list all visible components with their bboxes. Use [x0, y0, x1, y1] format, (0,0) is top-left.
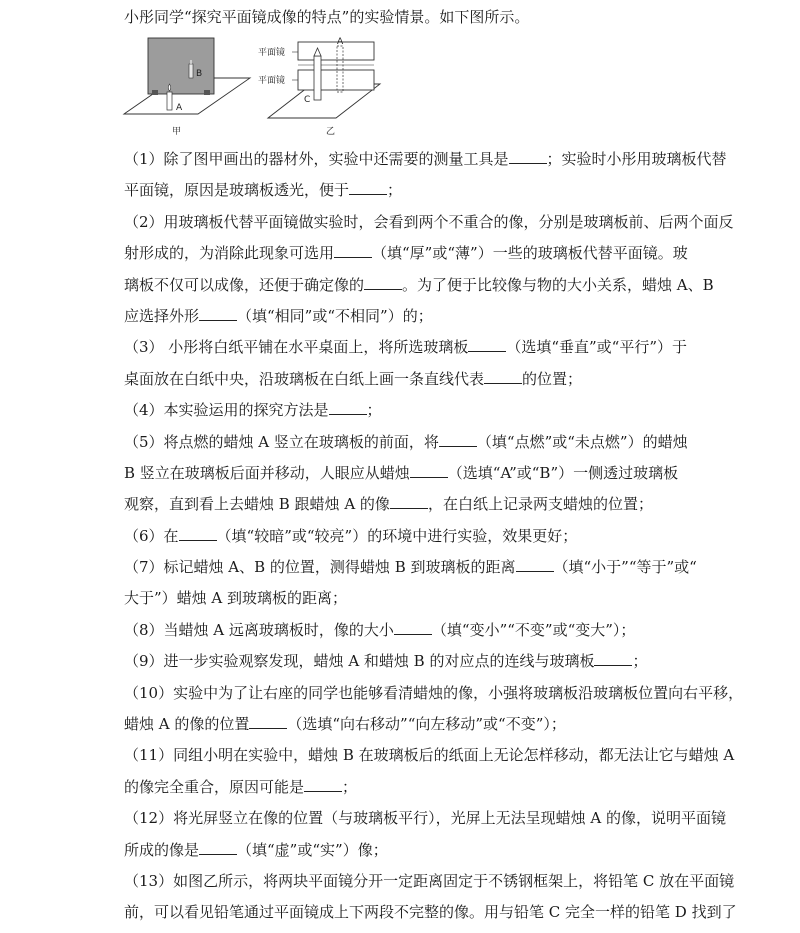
text-line: 前，可以看见铅笔通过平面镜成上下两段不完整的像。用与铅笔 C 完全一样的铅笔 D 找到了 — [124, 903, 737, 922]
text-line: 的像完全重合，原因可能是 ； — [124, 777, 358, 796]
caption-jia: 甲 — [172, 127, 182, 137]
mirror-top — [298, 42, 374, 60]
answer-blank[interactable] — [509, 148, 547, 164]
text-line: 蜡烛 A 的像的位置 （选填“向右移动”“向左移动”或“不变”）； — [124, 715, 566, 734]
text-line: （2）用玻璃板代替平面镜做实验时，会看到两个不重合的像，分别是玻璃板前、后两个面反 — [124, 212, 734, 231]
flame-a — [168, 84, 171, 91]
text-line: 观察，直到看上去蜡烛 B 跟蜡烛 A 的像 ，在白纸上记录两支蜡烛的位置； — [124, 495, 653, 514]
text-line: （6）在 （填“较暗”或“较亮”）的环境中进行实验，效果更好； — [124, 526, 578, 545]
answer-blank[interactable] — [199, 305, 237, 321]
caption-yi: 乙 — [326, 127, 336, 137]
label-a: A — [176, 103, 183, 113]
text-line: 应选择外形 （填“相同”或“不相同”）的； — [124, 306, 433, 325]
answer-blank[interactable] — [439, 431, 477, 447]
text-line: 大于”）蜡烛 A 到玻璃板的距离； — [124, 589, 348, 608]
answer-blank[interactable] — [390, 493, 428, 509]
figure-yi — [258, 37, 380, 137]
text-line: （10）实验中为了让右座的同学也能够看清蜡烛的像，小强将玻璃板沿玻璃板位置向右平移， — [124, 683, 744, 702]
answer-blank[interactable] — [179, 525, 217, 541]
candle-b — [189, 64, 193, 78]
answer-blank[interactable] — [349, 179, 387, 195]
text-line: （7）标记蜡烛 A、B 的位置，测得蜡烛 B 到玻璃板的距离 （填“小于”“等于”或“ — [124, 558, 697, 577]
answer-blank[interactable] — [468, 336, 506, 352]
text-line: （11）同组小明在实验中，蜡烛 B 在玻璃板后的纸面上无论怎样移动，都无法让它与蜡烛 A — [124, 746, 735, 765]
answer-blank[interactable] — [516, 556, 554, 572]
answer-blank[interactable] — [410, 462, 448, 478]
answer-blank[interactable] — [329, 399, 367, 415]
mirror-bottom-label: 平面镜 — [258, 76, 286, 86]
mirror-top-label: 平面镜 — [258, 48, 286, 58]
label-c: C — [304, 95, 311, 105]
text-line: B 竖立在玻璃板后面并移动，人眼应从蜡烛 （选填“A”或“B”）一侧透过玻璃板 — [124, 463, 679, 482]
questions-body — [124, 144, 744, 929]
text-line: （3） 小彤将白纸平铺在水平桌面上，将所选玻璃板 （选填“垂直”或“平行”）于 — [124, 338, 688, 357]
figure-jia — [124, 38, 250, 137]
text-line: （12）将光屏竖立在像的位置（与玻璃板平行），光屏上无法呈现蜡烛 A 的像，说明平面镜 — [124, 809, 726, 828]
text-line: 桌面放在白纸中央，沿玻璃板在白纸上画一条直线代表 的位置； — [124, 369, 583, 388]
answer-blank[interactable] — [364, 274, 402, 290]
plate-holder-right — [204, 90, 210, 95]
intro-text: 小彤同学“探究平面镜成像的特点”的实验情景。如下图所示。 — [124, 8, 530, 26]
pencil-c — [314, 56, 321, 100]
text-line: （9）进一步实验观察发现，蜡烛 A 和蜡烛 B 的对应点的连线与玻璃板 ； — [124, 652, 648, 671]
text-line: （5）将点燃的蜡烛 A 竖立在玻璃板的前面，将 （填“点燃”或“未点燃”）的蜡烛 — [124, 432, 688, 451]
text-line: 所成的像是 （填“虚”或“实”）像； — [124, 840, 388, 859]
text-line: （13）如图乙所示，将两块平面镜分开一定距离固定于不锈钢框架上，将铅笔 C 放在平面镜 — [124, 871, 735, 890]
text-line: （8）当蜡烛 A 远离玻璃板时，像的大小 （填“变小”“不变”或“变大”）； — [124, 620, 636, 639]
answer-blank[interactable] — [594, 650, 632, 666]
label-a-yi: A — [337, 37, 344, 47]
answer-blank[interactable] — [199, 839, 237, 855]
answer-blank[interactable] — [304, 776, 342, 792]
experiment-figures — [118, 30, 418, 142]
answer-blank[interactable] — [334, 242, 372, 258]
answer-blank[interactable] — [394, 619, 432, 635]
text-line: 射形成的，为消除此现象可选用 （填“厚”或“薄”）一些的玻璃板代替平面镜。玻 — [124, 244, 688, 263]
answer-blank[interactable] — [484, 368, 522, 384]
text-line: （1）除了图甲画出的器材外，实验中还需要的测量工具是 ；实验时小彤用玻璃板代替 — [124, 150, 727, 168]
candle-a — [167, 92, 172, 110]
text-line: （4）本实验运用的探究方法是 ； — [124, 401, 382, 420]
text-line: 平面镜，原因是玻璃板透光，便于 ； — [124, 181, 403, 200]
answer-blank[interactable] — [249, 713, 287, 729]
glass-plate — [148, 38, 214, 94]
label-b: B — [196, 69, 203, 79]
plate-holder-left — [152, 90, 158, 95]
mirror-bottom — [298, 70, 374, 90]
text-line: 璃板不仅可以成像，还便于确定像的 。为了便于比较像与物的大小关系，蜡烛 A、B — [124, 275, 714, 294]
